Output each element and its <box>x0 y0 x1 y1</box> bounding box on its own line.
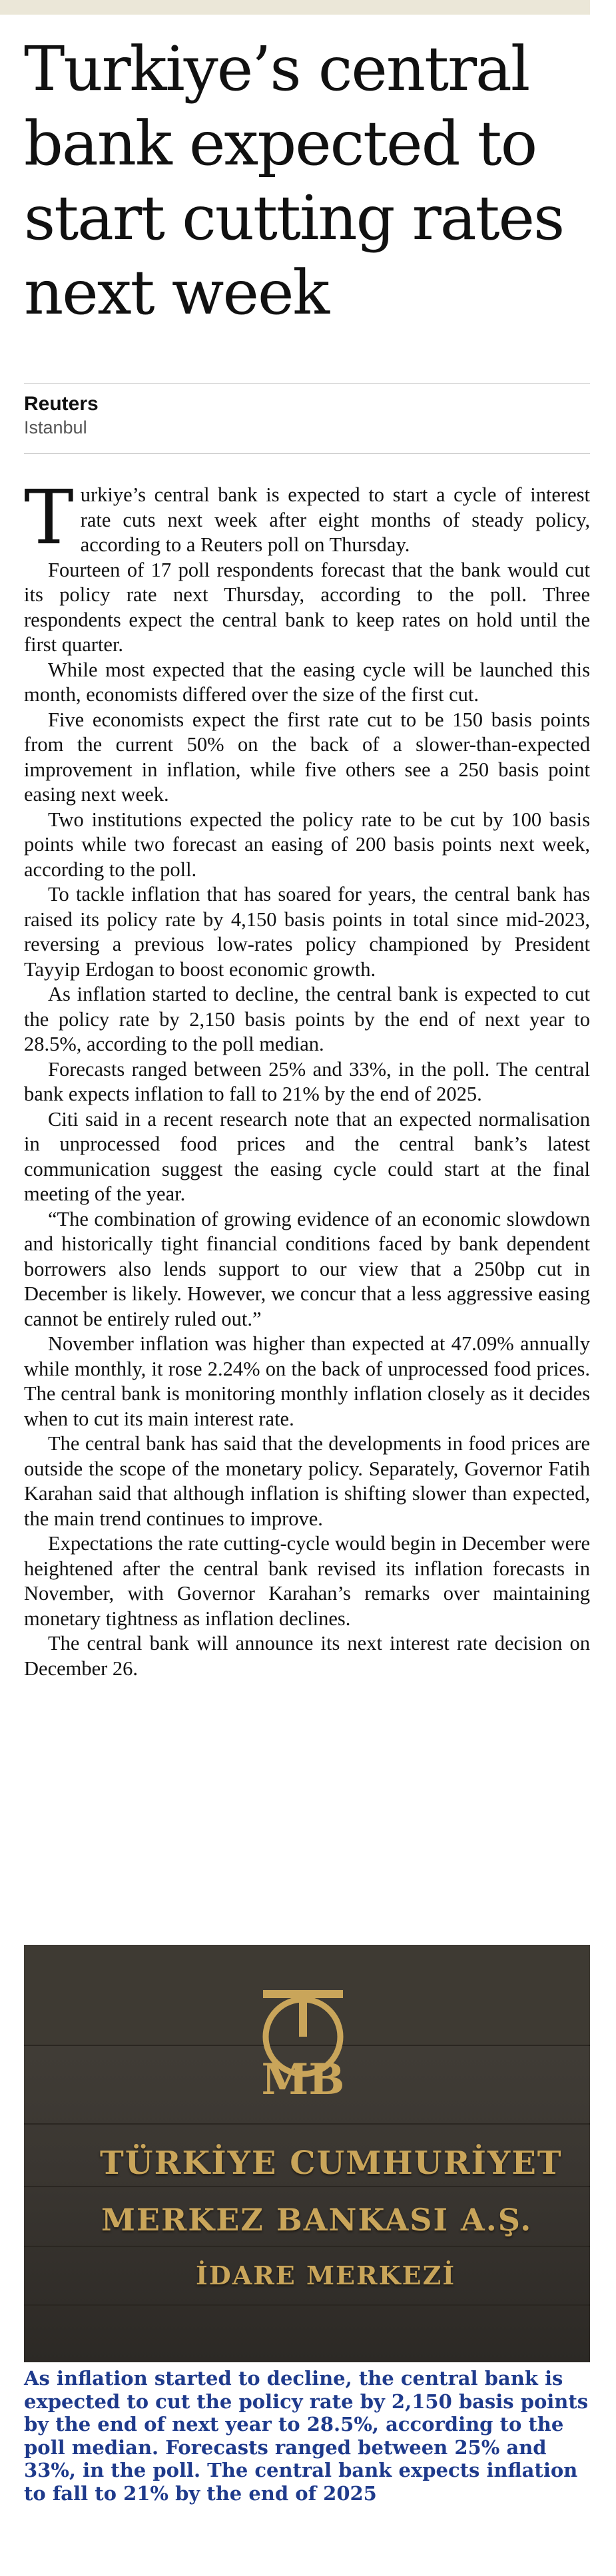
article-body <box>24 475 590 1681</box>
svg-text:MB: MB <box>261 2055 345 2102</box>
drop-cap: T <box>24 475 74 561</box>
stone-seam <box>24 2186 590 2187</box>
top-color-bar <box>0 0 590 15</box>
tcmb-logo-emblem <box>250 1989 356 2102</box>
dateline-location: Istanbul <box>24 417 87 437</box>
article-paragraph: Five economists expect the first rate cut to be 150 basis points from the current 50% on the back of a slower-than-expected improvement in inflation, while five others see a 250 basis point easing next week. <box>24 708 590 806</box>
article-paragraph: While most expected that the easing cycle will be launched this month, economists differed over the size of the first cut. <box>24 658 590 706</box>
article-paragraph: November inflation was higher than expected at 47.09% annually while monthly, it rose 2.24% on the back of unprocessed food prices. The central bank is monitoring monthly inflation closely as it decides when to cut its main interest rate. <box>24 1332 590 1430</box>
article-paragraph: “The combination of growing evidence of an economic slowdown and historically tight financial conditions faced by bank dependent borrowers also lends support to our view that a 250bp cut in December is likely. However, we concur that a less aggressive easing cannot be entirely ruled out.” <box>24 1207 590 1330</box>
stone-seam <box>24 2246 590 2247</box>
sign-line-2: MERKEZ BANKASI A.Ş. <box>101 2202 533 2238</box>
photo-caption: As inflation started to decline, the central bank is expected to cut the policy rate by 2,150 basis points by the end of next year to 28.5%, according to the poll median. Forecasts ranged between 25% and 33%, in the poll. The central bank expects inflation to fall to 21% by the end of 2025 <box>24 2367 589 2505</box>
stone-seam <box>24 2123 590 2125</box>
article-paragraph: Citi said in a recent research note that an expected normalisation in unprocessed food prices and the central bank’s latest communication suggest the easing cycle could start at the final meeting of the year. <box>24 1107 590 1205</box>
stone-seam <box>24 2304 590 2306</box>
article-paragraph: Forecasts ranged between 25% and 33%, in the poll. The central bank expects inflation to fall to 21% by the end of 2025. <box>24 1057 590 1105</box>
article-paragraph: Fourteen of 17 poll respondents forecast that the bank would cut its policy rate next Thursday, according to the poll. Three respondents expect the central bank to keep rates on hold until the first quarter. <box>24 558 590 656</box>
article-paragraph: As inflation started to decline, the central bank is expected to cut the policy rate by 2,150 basis points by the end of next year to 28.5%, according to the poll median. <box>24 983 590 1055</box>
byline-bottom-rule <box>24 453 590 454</box>
article-paragraph: Expectations the rate cutting-cycle would begin in December were heightened after the central bank revised its inflation forecasts in November, with Governor Karahan’s remarks over maintaining monetary tightness as inflation declines. <box>24 1532 590 1630</box>
article-paragraph: The central bank has said that the developments in food prices are outside the scope of the monetary policy. Separately, Governor Fatih Karahan said that although inflation is shifting slower than expected, the main trend continues to improve. <box>24 1432 590 1530</box>
author-name: Reuters <box>24 393 99 415</box>
central-bank-photo <box>24 1945 590 2362</box>
article-paragraph <box>24 475 590 561</box>
article-paragraph: The central bank will announce its next interest rate decision on December 26. <box>24 1632 590 1680</box>
headline: Turkiye’s central bank expected to start cutting rates next week <box>24 33 564 328</box>
first-paragraph-text: urkiye’s central bank is expected to start a cycle of interest rate cuts next week after eight months of steady policy, according to a Reuters poll on Thursday. <box>80 483 590 556</box>
byline <box>24 393 99 438</box>
sign-line-3: İDARE MERKEZİ <box>196 2260 456 2290</box>
article-paragraph: To tackle inflation that has soared for years, the central bank has raised its policy rate by 4,150 basis points in total since mid-2023, reversing a previous low-rates policy championed by President Tayyip Erdogan to boost economic growth. <box>24 883 590 981</box>
article-paragraph: Two institutions expected the policy rate to be cut by 100 basis points while two forecast an easing of 200 basis points next week, according to the poll. <box>24 808 590 881</box>
sign-line-1: TÜRKİYE CUMHURİYET <box>100 2145 563 2182</box>
